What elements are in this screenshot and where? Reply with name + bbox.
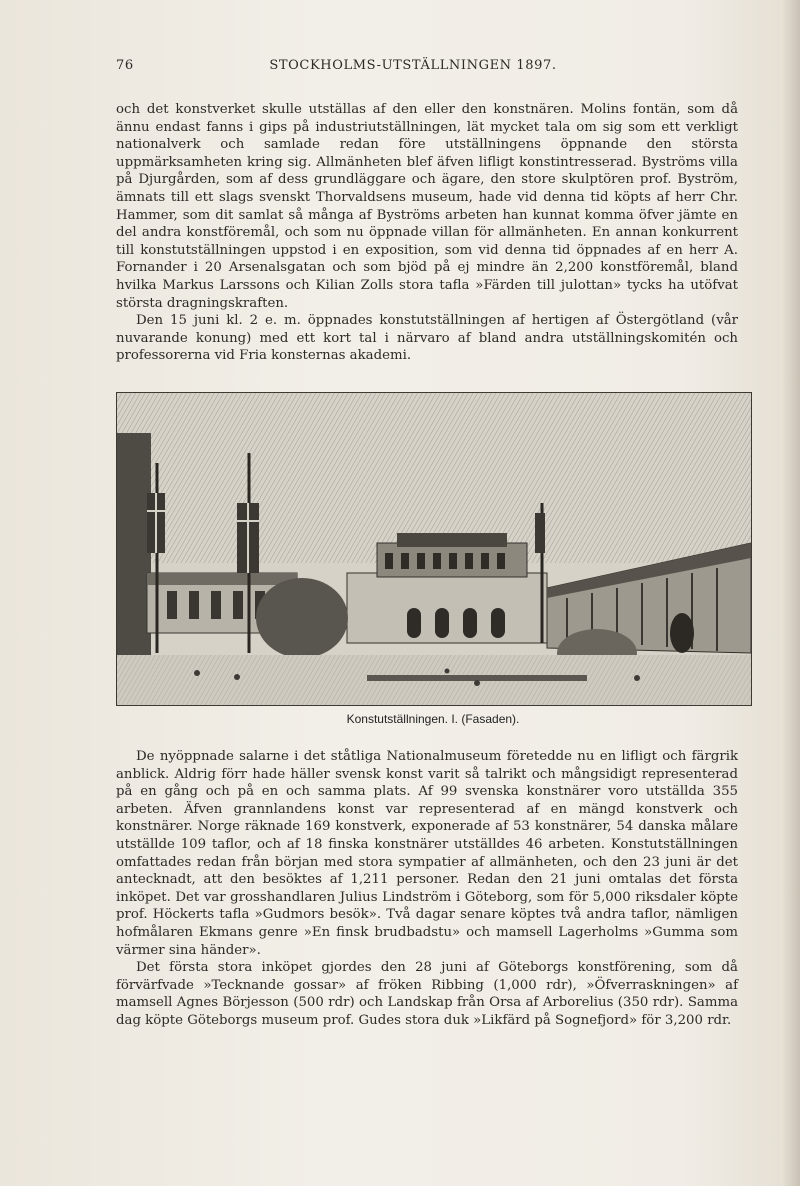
engraving-illustration — [116, 392, 752, 706]
paragraph: De nyöppnade salarne i det ståtliga Nationalmuseum företedde nu en lifligt och färgrik anblick. Aldrig förr hade häller svensk konst varit så talrikt och mångsidigt representerad på en gång och på en och samma plats. Af 99 svenska konstnärer voro utställda 355 arbeten. Äfven grannlandens konst var representerad af en mängd konstverk och konstnärer. Norge räknade 169 konstverk, exponerade af 53 konstnärer, 54 danska målare utställde 109 taflor, och af 18 finska konstnärer utställdes 46 arbeten. Konstutställningen omfattades redan från början med stora sympatier af allmänheten, och den 23 juni är det antecknadt, att den besöktes af 1,211 personer. Redan den 21 juni omtalas det första inköpet. Det var grosshandlaren Julius Lindström i Göteborg, som för 5,000 riksdaler köpte prof. Höckerts tafla »Gudmors besök». Två dagar senare köptes två andra taflor, nämligen hofmålaren Ekmans genre »En finsk brudbadstu» och mamsell Lagerholms »Gumma som värmer sina händer». — [116, 749, 738, 958]
page-number: 76 — [116, 58, 134, 73]
paragraph: Det första stora inköpet gjordes den 28 juni af Göteborgs konstförening, som då förvärfvade »Tecknande gossar» af fröken Ribbing (1,000 rdr), »Öfverraskningen» af mamsell Agnes Börjesson (500 rdr) och Landskap från Orsa af Arborelius (350 rdr). Samma dag köpte Göteborgs museum prof. Gudes stora duk »Likfärd på Sognefjord» för 3,200 rdr. — [116, 960, 738, 1028]
paragraph: Den 15 juni kl. 2 e. m. öppnades konstutställningen af hertigen af Östergötland (vår nuvarande konung) med ett kort tal i närvaro af bland andra utställningskomitén och professorerna vid Fria konsternas akademi. — [116, 313, 738, 364]
page-header — [116, 58, 710, 80]
text-block-bottom — [116, 748, 738, 1030]
running-title: STOCKHOLMS-UTSTÄLLNINGEN 1897. — [269, 58, 557, 73]
figure-caption: Konstutställningen. I. (Fasaden). — [346, 712, 520, 726]
text-block-top — [116, 101, 738, 365]
exhibition-facade-drawing — [117, 393, 751, 705]
paragraph: och det konstverket skulle utställas af den eller den konstnären. Molins fontän, som då ännu endast fanns i gips på industriutställningen, lät mycket tala om sig som ett verkligt nationalverk och samlade redan före utställningens öppnande den största uppmärksamheten kring sig. Allmänheten blef äfven lifligt konstintresserad. Byströms villa på Djurgården, som af dess grundläggare och ägare, den store skulptören prof. Byström, ämnats till ett slags svenskt Thorvaldsens museum, hade vid denna tid köpts af herr Chr. Hammer, som dit samlat så många af Byströms arbeten han kunnat komma öfver jämte en del andra konstföremål, och som nu öppnade villan för allmänheten. En annan konkurrent till konstutställningen uppstod i en exposition, som vid denna tid öppnades af en herr A. Fornander i 20 Arsenalsgatan och som bjöd på ej mindre än 2,200 konstföremål, bland hvilka Markus Larssons och Kilian Zolls stora tafla »Färden till julottan» tycks ha utöfvat största dragningskraften. — [116, 102, 738, 311]
page-edge-shadow — [782, 0, 800, 1186]
